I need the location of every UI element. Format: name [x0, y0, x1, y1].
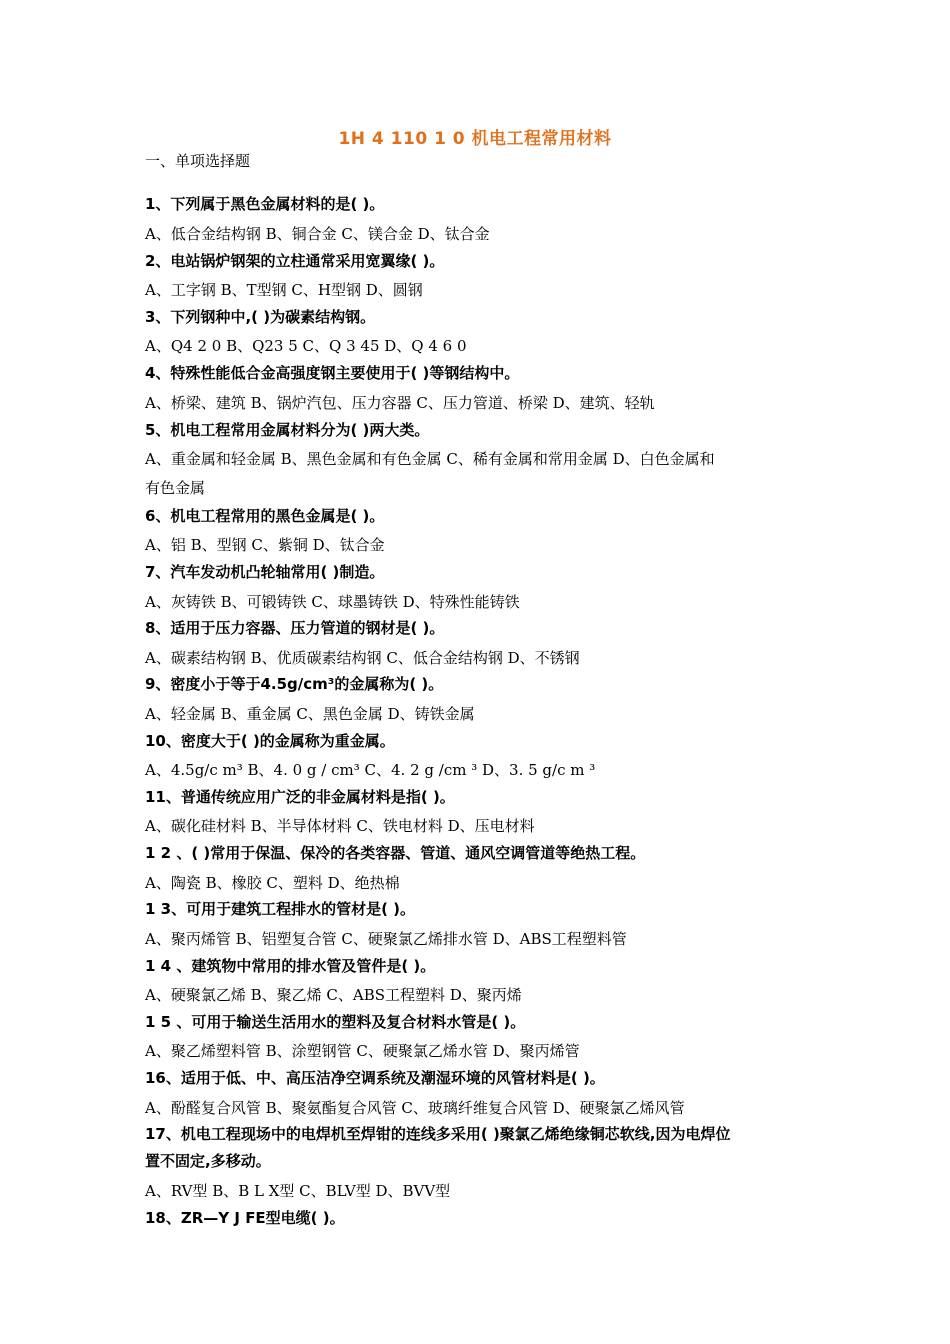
question-line: 10、密度大于( )的金属称为重金属。	[145, 732, 395, 750]
options-line: A、4.5g/c m³ B、4. 0 g / cm³ C、4. 2 g /cm ³ D、3. 5 g/c m ³	[145, 761, 596, 779]
question-line: 5、机电工程常用金属材料分为( )两大类。	[145, 421, 430, 439]
options-line: A、低合金结构钢 B、铜合金 C、镁合金 D、钛合金	[145, 225, 490, 243]
options-line: A、陶瓷 B、橡胶 C、塑料 D、绝热棉	[145, 874, 400, 892]
options-line: A、铝 B、型钢 C、紫铜 D、钛合金	[145, 536, 385, 554]
options-line: A、桥梁、建筑 B、锅炉汽包、压力容器 C、压力管道、桥梁 D、建筑、轻轨	[145, 394, 655, 412]
question-line: 4、特殊性能低合金高强度钢主要使用于( )等钢结构中。	[145, 364, 520, 382]
question-line: 1、下列属于黑色金属材料的是( )。	[145, 195, 385, 213]
question-line: 1 4 、建筑物中常用的排水管及管件是( )。	[145, 957, 436, 975]
options-line: A、Q4 2 0 B、Q23 5 C、Q 3 45 D、Q 4 6 0	[145, 337, 467, 355]
options-line: A、RV型 B、B L X型 C、BLV型 D、BVV型	[145, 1182, 451, 1200]
options-line: 有色金属	[145, 479, 206, 497]
options-line: A、聚丙烯管 B、铝塑复合管 C、硬聚氯乙烯排水管 D、ABS工程塑料管	[145, 930, 627, 948]
question-line: 9、密度小于等于4.5g/cm³的金属称为( )。	[145, 675, 444, 693]
question-line: 3、下列钢种中,( )为碳素结构钢。	[145, 308, 376, 326]
options-line: A、灰铸铁 B、可锻铸铁 C、球墨铸铁 D、特殊性能铸铁	[145, 593, 520, 611]
question-line: 1 2 、( )常用于保温、保冷的各类容器、管道、通风空调管道等绝热工程。	[145, 844, 646, 862]
question-line: 17、机电工程现场中的电焊机至焊钳的连线多采用( )聚氯乙烯绝缘铜芯软线,因为电焊位	[145, 1125, 731, 1143]
question-line: 16、适用于低、中、高压洁净空调系统及潮湿环境的风管材料是( )。	[145, 1069, 605, 1087]
question-line: 置不固定,多移动。	[145, 1152, 271, 1170]
question-line: 11、普通传统应用广泛的非金属材料是指( )。	[145, 788, 455, 806]
question-line: 1 5 、可用于输送生活用水的塑料及复合材料水管是( )。	[145, 1013, 526, 1031]
options-line: A、重金属和轻金属 B、黑色金属和有色金属 C、稀有金属和常用金属 D、白色金属和	[145, 450, 715, 468]
options-line: A、聚乙烯塑料管 B、涂塑钢管 C、硬聚氯乙烯水管 D、聚丙烯管	[145, 1042, 580, 1060]
options-line: A、硬聚氯乙烯 B、聚乙烯 C、ABS工程塑料 D、聚丙烯	[145, 986, 522, 1004]
question-line: 7、汽车发动机凸轮轴常用( )制造。	[145, 563, 385, 581]
options-line: A、工字钢 B、T型钢 C、H型钢 D、圆钢	[145, 281, 423, 299]
options-line: A、碳素结构钢 B、优质碳素结构钢 C、低合金结构钢 D、不锈钢	[145, 649, 580, 667]
question-line: 8、适用于压力容器、压力管道的钢材是( )。	[145, 619, 445, 637]
section-heading: 一、单项选择题	[145, 152, 251, 170]
question-line: 6、机电工程常用的黑色金属是( )。	[145, 507, 385, 525]
question-line: 18、ZR—Y J FE型电缆( )。	[145, 1209, 345, 1227]
question-line: 2、电站锅炉钢架的立柱通常采用宽翼缘( )。	[145, 252, 445, 270]
options-line: A、轻金属 B、重金属 C、黑色金属 D、铸铁金属	[145, 705, 475, 723]
question-line: 1 3、可用于建筑工程排水的管材是( )。	[145, 900, 416, 918]
options-line: A、碳化硅材料 B、半导体材料 C、铁电材料 D、压电材料	[145, 817, 535, 835]
document-title: 1H 4 110 1 0 机电工程常用材料	[338, 129, 612, 149]
options-line: A、酚醛复合风管 B、聚氨酯复合风管 C、玻璃纤维复合风管 D、硬聚氯乙烯风管	[145, 1099, 685, 1117]
